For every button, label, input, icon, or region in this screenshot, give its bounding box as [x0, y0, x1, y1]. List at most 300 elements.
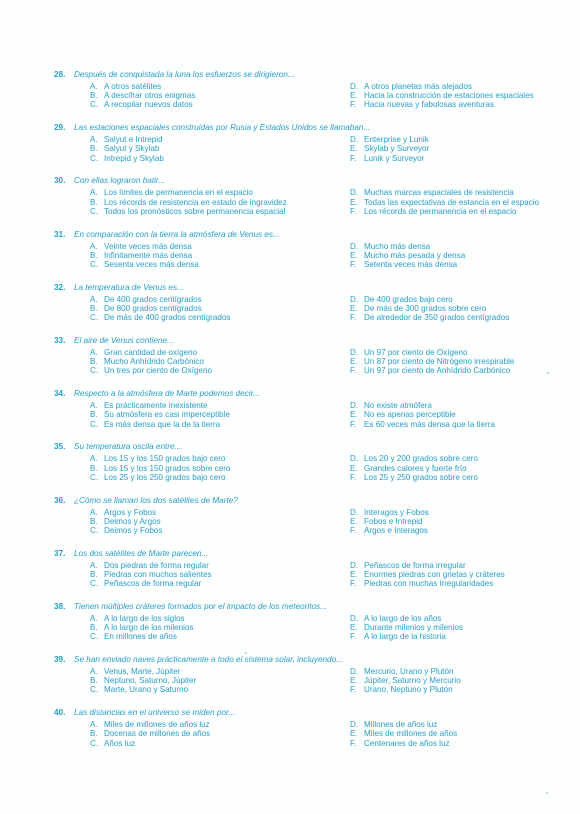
option-text: Urano, Neptuno y Plutón	[364, 685, 453, 695]
question-block	[54, 283, 564, 336]
answer-option	[90, 295, 310, 304]
answer-option	[350, 508, 570, 517]
option-text: Miles de millones de años	[364, 729, 458, 739]
answer-option	[90, 304, 310, 313]
question-text: El aire de Venus contiene...	[74, 335, 174, 345]
answer-option	[350, 207, 570, 216]
option-text: De 400 grados centígrados	[104, 294, 202, 304]
option-letter: A.	[90, 241, 98, 251]
answer-option	[90, 667, 310, 676]
option-text: Los 25 y los 250 grados bajo cero	[104, 472, 226, 482]
answer-column-right	[350, 295, 570, 323]
option-letter: E.	[350, 623, 358, 633]
option-text: A otros planetas más alejados	[364, 82, 472, 91]
answer-option	[350, 401, 570, 410]
option-text: Interagos y Fobos	[364, 507, 429, 517]
option-text: De más de 300 grados sobre cero	[364, 303, 487, 313]
question-number: 40.	[54, 708, 66, 718]
answer-option	[90, 561, 310, 570]
option-text: Argos y Fobos	[104, 507, 157, 517]
question-block	[54, 442, 564, 495]
answer-option	[350, 632, 570, 641]
option-text: Los 15 y los 150 grados sobre cero	[104, 463, 231, 473]
option-text: Es 60 veces más densa que la tierra	[364, 419, 495, 429]
option-letter: F.	[350, 259, 357, 269]
answer-column-right	[350, 614, 570, 642]
question-text: Tienen múltiples cráteres formados por el impacto de los meteoritos...	[74, 601, 327, 611]
answer-column-left	[90, 295, 310, 323]
option-letter: D.	[350, 507, 359, 517]
option-text: Años luz	[104, 738, 136, 748]
answer-column-right	[350, 667, 570, 695]
option-text: Un 97 por ciento de Anhídrido Carbónico	[364, 366, 511, 376]
option-text: Millones de años luz	[364, 720, 438, 730]
option-letter: F.	[350, 525, 357, 535]
answer-column-left	[90, 135, 310, 163]
answer-option	[350, 623, 570, 632]
option-text: Júpiter, Saturno y Mercurio	[364, 676, 461, 686]
option-letter: F.	[350, 419, 357, 429]
option-letter: A.	[90, 560, 98, 570]
answer-option	[90, 517, 310, 526]
option-text: Un tres por ciento de Oxígeno	[104, 366, 212, 376]
answer-option	[350, 198, 570, 207]
question-number: 36.	[54, 495, 66, 505]
answer-option	[90, 207, 310, 216]
option-text: Enormes piedras con grietas y cráteres	[364, 569, 505, 579]
question-header	[54, 496, 564, 506]
question-text: Respecto a la atmósfera de Marte podemos decir...	[74, 389, 260, 399]
question-text: En comparación con la tierra la atmósfera de Venus es...	[74, 229, 280, 239]
option-letter: D.	[350, 454, 359, 464]
answer-option	[350, 251, 570, 260]
option-text: Un 87 por ciento de Nitrógeno irrespirable	[364, 357, 515, 367]
answer-column-right	[350, 720, 570, 748]
option-text: Un 97 por ciento de Oxígeno	[364, 347, 468, 357]
answer-column-right	[350, 82, 570, 110]
option-text: A lo largo de los milenios	[104, 623, 194, 633]
question-block	[54, 336, 564, 389]
option-text: En millones de años	[104, 632, 177, 642]
question-number: 38.	[54, 601, 66, 611]
answer-option	[90, 82, 310, 91]
option-text: Salyut e Intrepid	[104, 135, 163, 145]
option-letter: A.	[90, 613, 98, 623]
answer-column-left	[90, 188, 310, 216]
answer-option	[90, 508, 310, 517]
paper-speck	[245, 652, 247, 654]
option-letter: F.	[350, 738, 357, 748]
question-number: 29.	[54, 123, 66, 133]
answer-option	[350, 91, 570, 100]
answer-option	[90, 676, 310, 685]
option-letter: F.	[350, 100, 357, 110]
option-letter: B.	[90, 729, 98, 739]
answer-column-left	[90, 82, 310, 110]
answer-option	[350, 614, 570, 623]
option-letter: A.	[90, 720, 98, 730]
answer-option	[350, 464, 570, 473]
answer-option	[350, 295, 570, 304]
option-letter: F.	[350, 685, 357, 695]
paper-speck	[547, 372, 549, 374]
answer-option	[350, 144, 570, 153]
answer-option	[350, 739, 570, 748]
option-letter: F.	[350, 153, 357, 163]
option-letter: A.	[90, 135, 98, 145]
option-text: A descifrar otros enigmas	[104, 91, 196, 101]
answer-option	[350, 357, 570, 366]
question-block	[54, 230, 564, 283]
option-letter: B.	[90, 623, 98, 633]
answer-column-right	[350, 508, 570, 536]
question-number: 33.	[54, 335, 66, 345]
question-number: 37.	[54, 548, 66, 558]
answer-option	[90, 198, 310, 207]
option-text: Mucho más densa	[364, 241, 431, 251]
option-text: Todos los pronósticos sobre permanencia espacial	[104, 206, 286, 216]
option-letter: C.	[90, 313, 99, 323]
option-text: Lunik y Surveyor	[364, 153, 425, 163]
option-letter: D.	[350, 613, 359, 623]
answer-option	[350, 729, 570, 738]
option-text: De 400 grados bajo cero	[364, 294, 453, 304]
option-letter: D.	[350, 720, 359, 730]
question-header	[54, 655, 564, 665]
question-number: 28.	[54, 70, 66, 79]
answer-column-left	[90, 242, 310, 270]
option-letter: F.	[350, 632, 357, 642]
option-text: Sesenta veces más densa	[104, 259, 199, 269]
option-text: Durante milenios y milenios	[364, 623, 463, 633]
question-header	[54, 602, 564, 612]
answer-column-right	[350, 348, 570, 376]
question-block	[54, 655, 564, 708]
option-letter: B.	[90, 357, 98, 367]
answer-option	[350, 685, 570, 694]
option-text: Salyut y Skylab	[104, 144, 160, 154]
answer-column-right	[350, 454, 570, 482]
option-letter: E.	[350, 729, 358, 739]
option-letter: D.	[350, 188, 359, 198]
answer-option	[90, 348, 310, 357]
answer-option	[350, 188, 570, 197]
answer-option	[350, 242, 570, 251]
answer-column-right	[350, 401, 570, 429]
option-letter: B.	[90, 569, 98, 579]
answer-option	[350, 517, 570, 526]
option-letter: E.	[350, 676, 358, 686]
option-text: A lo largo de la historia	[364, 632, 446, 642]
answer-option	[90, 623, 310, 632]
option-text: Mucho Anhídrido Carbónico	[104, 357, 204, 367]
question-block	[54, 123, 564, 176]
question-header	[54, 708, 564, 718]
option-text: Hacia nuevas y fabulosas aventuras	[364, 100, 495, 110]
answer-option	[350, 473, 570, 482]
option-letter: E.	[350, 516, 358, 526]
option-letter: C.	[90, 206, 99, 216]
option-letter: B.	[90, 144, 98, 154]
option-text: Los récords de resistencia en estado de ingravidez	[104, 197, 287, 207]
answer-column-right	[350, 188, 570, 216]
answer-option	[90, 526, 310, 535]
answer-option	[90, 739, 310, 748]
question-text: Las distancias en el universo se miden por...	[74, 708, 236, 718]
option-text: Venus, Marte, Júpiter	[104, 667, 181, 677]
option-text: Su atmósfera es casi imperceptible	[104, 410, 230, 420]
question-block	[54, 176, 564, 229]
answer-option	[90, 729, 310, 738]
answer-option	[90, 144, 310, 153]
option-text: Es prácticamente inexistente	[104, 401, 208, 411]
answer-column-left	[90, 667, 310, 695]
answer-option	[350, 313, 570, 322]
option-text: Marte, Urano y Saturno	[104, 685, 189, 695]
option-text: A lo largo de los siglos	[104, 613, 185, 623]
option-letter: C.	[90, 632, 99, 642]
answer-option	[90, 720, 310, 729]
option-letter: C.	[90, 259, 99, 269]
answer-column-left	[90, 454, 310, 482]
option-letter: B.	[90, 516, 98, 526]
answer-option	[90, 313, 310, 322]
answer-option	[350, 570, 570, 579]
option-letter: C.	[90, 579, 99, 589]
option-text: Deimos y Argos	[104, 516, 161, 526]
answer-column-left	[90, 401, 310, 429]
option-letter: C.	[90, 525, 99, 535]
option-letter: C.	[90, 100, 99, 110]
question-block	[54, 496, 564, 549]
option-text: Skylab y Surveyor	[364, 144, 430, 154]
option-letter: C.	[90, 153, 99, 163]
question-number: 39.	[54, 655, 66, 665]
question-text: La temperatura de Venus es...	[74, 282, 184, 292]
question-block	[54, 549, 564, 602]
answer-option	[90, 260, 310, 269]
option-text: De 800 grados centígrados	[104, 303, 202, 313]
option-text: No existe atmófera	[364, 401, 432, 411]
answer-option	[350, 454, 570, 463]
option-text: Grandes calores y fuerte frío	[364, 463, 467, 473]
question-list	[54, 70, 564, 761]
option-letter: B.	[90, 91, 98, 101]
option-letter: F.	[350, 313, 357, 323]
option-letter: D.	[350, 135, 359, 145]
answer-option	[90, 401, 310, 410]
option-text: No es apenas perceptible	[364, 410, 456, 420]
option-letter: D.	[350, 82, 359, 91]
option-text: Muchas marcas espaciales de resistencia	[364, 188, 514, 198]
answer-option	[350, 410, 570, 419]
question-block	[54, 708, 564, 761]
option-text: Todas las expectativas de estancia en el espacio	[364, 197, 540, 207]
answer-option	[350, 676, 570, 685]
option-letter: B.	[90, 463, 98, 473]
option-letter: C.	[90, 685, 99, 695]
answer-option	[350, 82, 570, 91]
option-text: Mucho más pesada y densa	[364, 250, 466, 260]
option-letter: A.	[90, 82, 98, 91]
option-letter: B.	[90, 250, 98, 260]
question-block	[54, 70, 564, 123]
question-header	[54, 230, 564, 240]
option-letter: C.	[90, 366, 99, 376]
answer-column-left	[90, 561, 310, 589]
option-letter: A.	[90, 188, 98, 198]
option-text: Dos piedras de forma regular	[104, 560, 209, 570]
option-letter: D.	[350, 347, 359, 357]
answer-option	[350, 260, 570, 269]
option-text: Miles de millones de años luz	[104, 720, 210, 730]
option-letter: F.	[350, 366, 357, 376]
question-header	[54, 389, 564, 399]
option-letter: A.	[90, 401, 98, 411]
question-header	[54, 549, 564, 559]
option-text: Mercurio, Urano y Plutón	[364, 667, 454, 677]
question-header	[54, 123, 564, 133]
answer-option	[350, 526, 570, 535]
answer-option	[350, 135, 570, 144]
question-block	[54, 602, 564, 655]
option-letter: E.	[350, 410, 358, 420]
option-text: Es más densa que la de la tierra	[104, 419, 221, 429]
option-text: Deimos y Fobos	[104, 525, 163, 535]
question-text: ¿Cómo se llaman los dos satélites de Marte?	[74, 495, 238, 505]
question-block	[54, 389, 564, 442]
question-header	[54, 176, 564, 186]
answer-option	[90, 366, 310, 375]
question-text: Su temperatura oscila entre...	[74, 442, 182, 452]
answer-option	[90, 242, 310, 251]
option-letter: C.	[90, 419, 99, 429]
answer-option	[350, 366, 570, 375]
answer-option	[90, 91, 310, 100]
question-number: 35.	[54, 442, 66, 452]
option-letter: D.	[350, 401, 359, 411]
option-letter: B.	[90, 676, 98, 686]
question-header	[54, 442, 564, 452]
answer-column-left	[90, 508, 310, 536]
answer-option	[90, 188, 310, 197]
answer-option	[350, 304, 570, 313]
option-letter: A.	[90, 507, 98, 517]
answer-option	[90, 100, 310, 109]
option-text: Los 20 y 200 grados sobre cero	[364, 454, 478, 464]
option-letter: D.	[350, 241, 359, 251]
answer-option	[90, 357, 310, 366]
option-text: Argos e Interagos	[364, 525, 428, 535]
option-letter: E.	[350, 303, 358, 313]
answer-option	[90, 410, 310, 419]
paper-speck	[546, 792, 548, 794]
option-text: Hacia la construcción de estaciones espaciales	[364, 91, 534, 101]
answer-column-left	[90, 348, 310, 376]
option-text: Setenta veces más densa	[364, 259, 458, 269]
option-letter: A.	[90, 667, 98, 677]
answer-column-right	[350, 242, 570, 270]
option-letter: E.	[350, 463, 358, 473]
question-number: 30.	[54, 176, 66, 186]
answer-option	[350, 720, 570, 729]
answer-option	[90, 251, 310, 260]
answer-option	[90, 614, 310, 623]
option-letter: B.	[90, 197, 98, 207]
option-letter: B.	[90, 410, 98, 420]
answer-column-right	[350, 561, 570, 589]
answer-option	[90, 473, 310, 482]
answer-option	[350, 420, 570, 429]
answer-option	[350, 667, 570, 676]
option-letter: D.	[350, 667, 359, 677]
answer-option	[90, 579, 310, 588]
option-text: Docenas de millones de años	[104, 729, 211, 739]
option-letter: E.	[350, 357, 358, 367]
answer-column-right	[350, 135, 570, 163]
option-letter: F.	[350, 206, 357, 216]
option-letter: E.	[350, 569, 358, 579]
option-text: Intrepid y Skylab	[104, 153, 164, 163]
answer-option	[90, 570, 310, 579]
answer-option	[350, 579, 570, 588]
answer-option	[90, 685, 310, 694]
option-letter: A.	[90, 347, 98, 357]
option-text: Los 25 y 250 grados sobre cero	[364, 472, 478, 482]
option-letter: A.	[90, 294, 98, 304]
option-letter: E.	[350, 197, 358, 207]
option-text: Centenares de años luz	[364, 738, 450, 748]
option-letter: D.	[350, 294, 359, 304]
option-letter: A.	[90, 454, 98, 464]
option-letter: B.	[90, 303, 98, 313]
option-text: A lo largo de los años	[364, 613, 442, 623]
answer-option	[90, 135, 310, 144]
answer-option	[350, 561, 570, 570]
answer-option	[90, 464, 310, 473]
question-text: Se han enviado naves prácticamente a todo el sistema solar, incluyendo...	[74, 655, 343, 665]
option-text: A otros satélites	[104, 82, 162, 91]
answer-option	[350, 100, 570, 109]
question-number: 32.	[54, 282, 66, 292]
option-text: Veinte veces más densa	[104, 241, 192, 251]
option-text: Gran cantidad de oxígeno	[104, 347, 198, 357]
option-text: De más de 400 grados centígrados	[104, 313, 231, 323]
answer-option	[90, 632, 310, 641]
option-text: Enterprise y Lunik	[364, 135, 429, 145]
answer-option	[350, 348, 570, 357]
option-text: Los 15 y los 150 grados bajo cero	[104, 454, 226, 464]
option-text: Infinitamente más densa	[104, 250, 193, 260]
option-text: Los récords de permanencia en el espacio	[364, 206, 517, 216]
option-text: A recopilar nuevos datos	[104, 100, 193, 110]
option-letter: E.	[350, 250, 358, 260]
question-header	[54, 336, 564, 346]
question-number: 34.	[54, 389, 66, 399]
option-text: De alrededor de 350 grados centígrados	[364, 313, 510, 323]
option-text: Los límites de permanencia en el espacio	[104, 188, 253, 198]
answer-option	[90, 154, 310, 163]
option-text: Piedras con muchos salientes	[104, 569, 212, 579]
question-text: Las estaciones espaciales construidas por Rusia y Estados Unidos se llamaban...	[74, 123, 371, 133]
option-letter: D.	[350, 560, 359, 570]
answer-option	[90, 420, 310, 429]
question-header	[54, 283, 564, 293]
answer-column-left	[90, 614, 310, 642]
answer-option	[90, 454, 310, 463]
option-letter: C.	[90, 472, 99, 482]
answer-column-left	[90, 720, 310, 748]
